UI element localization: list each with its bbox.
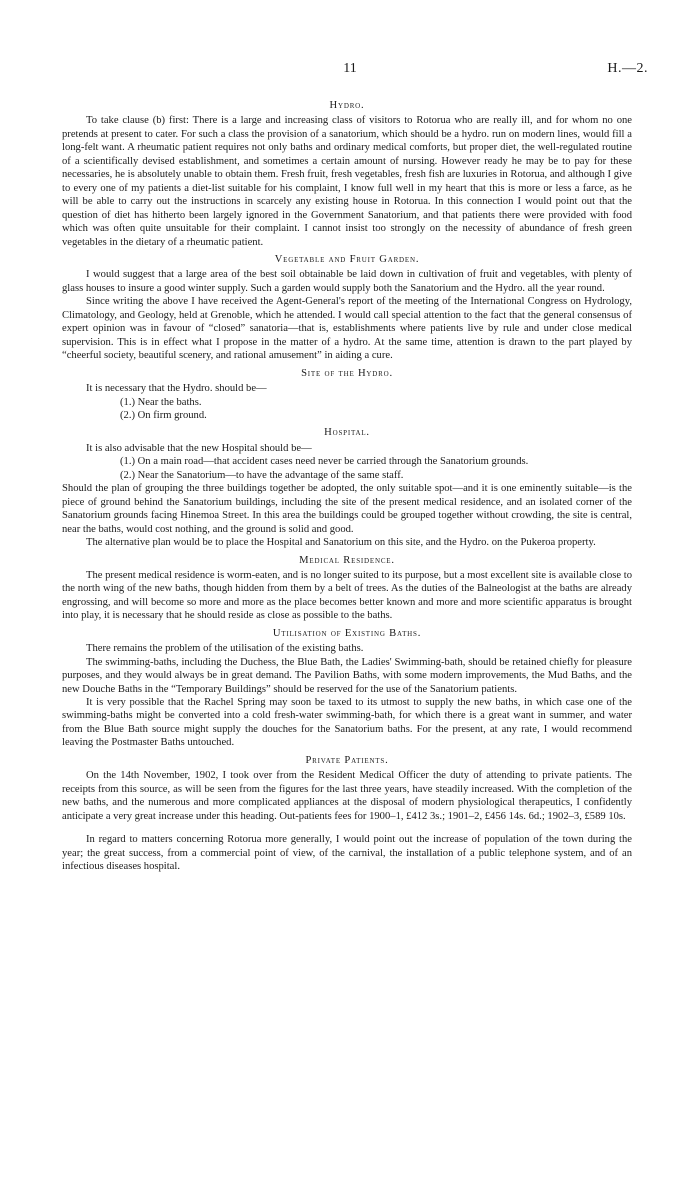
paragraph: To take clause (b) first: There is a large and increasing class of visitors to Rotorua who are really ill, and for whom no one pretends at present to cater. For such a class the provision of a sanatorium, which should be a hydro. run on modern lines, would fill a long-felt want. A rheumatic patient requires not only baths and ordinary medical comforts, but proper diet, the well-regulated routine of a scientifically devised establishment, and sometimes a certain amount of nursing. However ready he may be to pay for these necessaries, he is absolutely unable to obtain them. Fresh fruit, fresh vegetables, fresh fish are luxuries in Rotorua, and although I give to every one of my patients a diet-list suitable for his complaint, I know full well in my heart that this is more or less a farce, as he will be able to carry out the instructions in scarcely any existing house in Rotorua. In this connection I would point out that the question of diet has hitherto been largely ignored in the Government Sanatorium, and that patients there were provided with food which was often quite unsuitable for their complaint. I cannot insist too strongly on the necessity of abundance of fresh green vegetables in the dietary of a rheumatic patient. [62, 115, 632, 248]
document-reference: H.—2. [607, 61, 648, 76]
page-header [0, 62, 700, 80]
list-item: (2.) Near the Sanatorium—to have the advantage of the same staff. [120, 469, 404, 481]
paragraph: Should the plan of grouping the three buildings together be adopted, the only suitable spot—and it is one eminently suitable—is the piece of ground behind the Sanatorium buildings, including the site of the present medical residence, and an isolated corner of the Sanatorium grounds facing Hinemoa Street. In this area the buildings could be grouped together without crowding, the site is central, near the baths, would cost nothing, and the ground is solid and good. [62, 483, 632, 535]
section-heading-baths: Utilisation of Existing Baths. [272, 627, 422, 639]
section-heading-hydro: Hydro. [329, 100, 365, 111]
paragraph: Since writing the above I have received the Agent-General's report of the meeting of the International Congress on Hydrology, Climatology, and Geology, held at Grenoble, which he attended. I would call special attention to the fact that the general consensus of expert opinion was in favour of “closed” sanatoria—that is, establishments where patients live by rule and under close medical supervision. This is in effect what I propose in the matter of a hydro. At the same time, attention is drawn to the part played by “cheerful society, beautiful scenery, and rational amusement” in aiding a cure. [62, 296, 632, 362]
document-body [62, 95, 632, 873]
list-item: (1.) On a main road—that accident cases need never be carried through the Sanatorium grounds. [120, 456, 529, 468]
page-number: 11 [343, 61, 357, 76]
paragraph: It is very possible that the Rachel Spring may soon be taxed to its utmost to supply the new baths, in which case one of the swimming-baths might be converted into a cold fresh-water swimming-bath, for which there is a great want in summer, and water from the Blue Bath source might supply the douches for the Sanatorium baths. For the present, at any rate, I would recommend leaving the Postmaster Baths untouched. [62, 697, 632, 749]
paragraph: On the 14th November, 1902, I took over from the Resident Medical Officer the duty of attending to private patients. The receipts from this source, as will be seen from the figures for the last three years, have steadily increased. With the completion of the new baths, and the numerous and more complicated appliances at the disposal of modern physiological therapeutics, I confidently anticipate a very great increase under this heading. Out-patients fees for 1900–1, £412 3s.; 1901–2, £456 14s. 6d.; 1902–3, £589 10s. [62, 770, 632, 822]
paragraph: The present medical residence is worm-eaten, and is no longer suited to its purpose, but a most excellent site is available close to the north wing of the new baths, though hidden from them by a belt of trees. As the duties of the Balneologist at the baths are already engrossing, and will become so more and more as the place becomes better known and more and more scientific apparatus is brought into play, it is necessary that he should reside as close as possible to the baths. [62, 569, 633, 622]
section-heading-private: Private Patients. [305, 754, 389, 766]
section-heading-hospital: Hospital. [324, 427, 370, 439]
paragraph: In regard to matters concerning Rotorua more generally, I would point out the increase of population of the town during the year; the great success, from a commercial point of view, of the carnival, the installation of a public telephone system, and of an infectious diseases hospital. [62, 834, 632, 873]
section-heading-residence: Medical Residence. [299, 554, 395, 566]
list-item: (2.) On firm ground. [120, 409, 207, 421]
paragraph: It is also advisable that the new Hospital should be— [86, 442, 312, 454]
section-heading-garden: Vegetable and Fruit Garden. [274, 253, 420, 265]
paragraph: It is necessary that the Hydro. should be— [86, 383, 267, 395]
paragraph: The swimming-baths, including the Duchess, the Blue Bath, the Ladies' Swimming-bath, should be retained chiefly for pleasure purposes, and they would always be in great demand. The Pavilion Baths, with some modern improvements, the Mud Baths, and the new Douche Baths in the “Temporary Buildings” should be reserved for the use of the Sanatorium patients. [62, 656, 632, 695]
section-heading-site: Site of the Hydro. [301, 367, 393, 379]
paragraph: I would suggest that a large area of the best soil obtainable be laid down in cultivation of fruit and vegetables, with plenty of glass houses to insure a good winter supply. Such a garden would supply both the Sanatorium and the Hydro. all the year round. [62, 269, 632, 294]
spacer [62, 823, 632, 833]
paragraph: The alternative plan would be to place the Hospital and Sanatorium on this site, and the Hydro. on the Pukeroa property. [86, 537, 596, 549]
list-item: (1.) Near the baths. [120, 396, 202, 408]
paragraph: There remains the problem of the utilisation of the existing baths. [86, 643, 364, 655]
